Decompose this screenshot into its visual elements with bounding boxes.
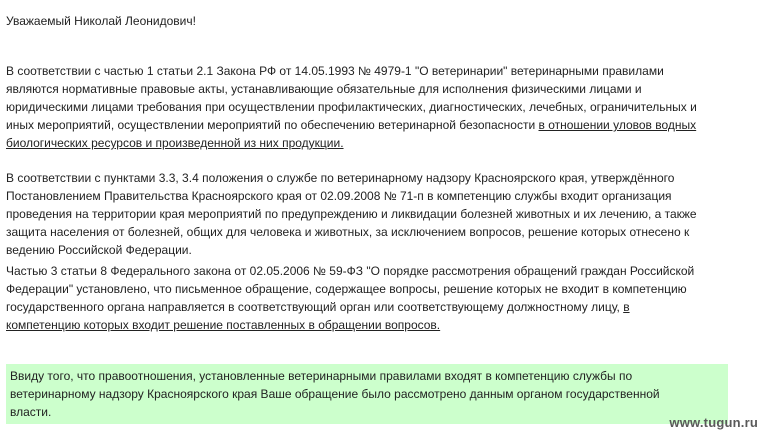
text-line: защита населения от болезней, общих для человека и животных, за исключением вопросов, решение которых отнесено к bbox=[6, 225, 690, 239]
text-line: юридическими лицами требования при осуществлении профилактических, диагностических, лечебных, ограничительных и bbox=[6, 100, 697, 114]
text-line: Постановлением Правительства Красноярского края от 02.09.2008 № 71-п в компетенцию службы входит организация bbox=[6, 189, 672, 203]
text-fragment: государственного органа направляется в соответствующий орган или соответствующему должностному лицу, bbox=[6, 300, 624, 314]
text-line: В соответствии с пунктами 3.3, 3.4 положения о службе по ветеринарному надзору Красноярского края, утверждённого bbox=[6, 171, 675, 185]
text-line: власти. bbox=[10, 405, 52, 419]
conclusion-highlight bbox=[6, 364, 728, 424]
paragraph-federal-law bbox=[6, 262, 756, 334]
text-line: Частью 3 статьи 8 Федерального закона от 02.05.2006 № 59-ФЗ "О порядке рассмотрения обращений граждан Российской bbox=[6, 264, 695, 278]
text-line bbox=[6, 316, 756, 334]
text-line: Федерации" установлено, что письменное обращение, содержащее вопросы, решение которых не входит в компетенцию bbox=[6, 282, 687, 296]
text-line: Ввиду того, что правоотношения, установленные ветеринарными правилами входят в компетенцию службы по bbox=[10, 369, 633, 383]
text-line: В соответствии с частью 1 статьи 2.1 Закона РФ от 14.05.1993 № 4979-1 "О ветеринарии" ветеринарными правилами bbox=[6, 64, 664, 78]
text-line bbox=[6, 298, 756, 316]
greeting: Уважаемый Николай Леонидович! bbox=[6, 14, 196, 28]
text-line: ветеринарному надзору Красноярского края Ваше обращение было рассмотрено данным органом государственной bbox=[10, 387, 660, 401]
text-line: являются нормативные правовые акты, устанавливающие обязательные для исполнения физическими лицами и bbox=[6, 82, 642, 96]
underlined-text: в bbox=[623, 300, 630, 314]
underlined-text: компетенцию которых входит решение поставленных в обращении вопросов. bbox=[6, 318, 441, 332]
underlined-text: в отношении уловов водных bbox=[538, 118, 697, 132]
text-fragment: иных мероприятий, осуществлении мероприятий по обеспечению ветеринарной безопасности bbox=[6, 118, 539, 132]
paragraph-veterinary-law bbox=[6, 62, 756, 152]
underlined-text: биологических ресурсов и произведенной из них продукции. bbox=[6, 136, 344, 150]
text-line bbox=[6, 134, 756, 152]
paragraph-service-competence bbox=[6, 169, 756, 259]
text-line: проведения на территории края мероприятий по предупреждению и ликвидации болезней животных и их лечению, а также bbox=[6, 207, 697, 221]
text-line: ведению Российской Федерации. bbox=[6, 243, 192, 257]
watermark: www.tugun.ru bbox=[669, 415, 758, 430]
text-line bbox=[6, 116, 756, 134]
